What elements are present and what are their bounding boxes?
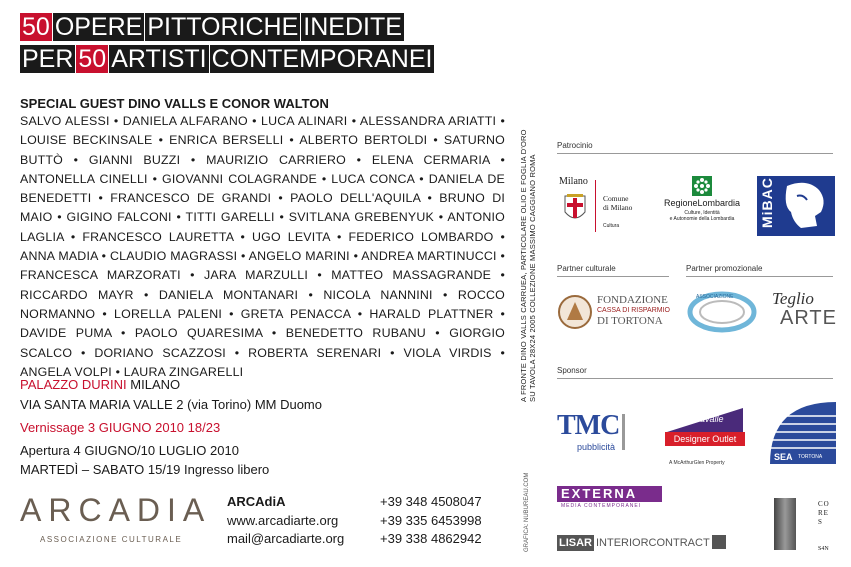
cores-text: CORES <box>818 500 830 526</box>
serravalle-name: Serravalle <box>683 414 724 424</box>
venue-name <box>20 377 180 392</box>
arcadia-name: ARCAdiA <box>227 494 286 509</box>
divider <box>557 276 669 277</box>
headline-word: 50 <box>78 45 107 73</box>
mibac-text: MiBAC <box>759 177 775 228</box>
phone-2: +39 335 6453998 <box>380 513 482 528</box>
comune-milano-logo <box>557 176 647 234</box>
serravalle-logo <box>665 408 745 470</box>
opening-hours: MARTEDÌ – SABATO 15/19 Ingresso libero <box>20 462 270 477</box>
headline-word: PITTORICHE <box>147 13 299 41</box>
tmc-bar <box>622 414 625 450</box>
associazione-text: ASSOCIAZIONE <box>696 294 734 300</box>
fondazione-l1: FONDAZIONE <box>597 294 668 306</box>
section-patrocinio: Patrocinio <box>557 141 593 150</box>
milano-line <box>595 180 596 232</box>
lisar-logo <box>557 533 726 549</box>
fondazione-l3: DI TORTONA <box>597 315 663 327</box>
tmc-sub: pubblicità <box>577 442 616 452</box>
headline-word: OPERE <box>54 13 143 41</box>
divider <box>557 378 833 379</box>
lisar-text: LISAR <box>559 537 592 549</box>
milano-cultura: Cultura <box>603 223 620 229</box>
regione-lombardia-logo <box>657 176 747 234</box>
externa-logo <box>557 486 662 510</box>
lombardia-sub-2: e Autonomie della Lombardia <box>669 216 735 222</box>
associazione-logo <box>686 290 758 334</box>
headline-word: CONTEMPORANEI <box>211 45 433 73</box>
divider <box>686 276 833 277</box>
lisar-sub: INTERIORCONTRACT <box>596 537 710 549</box>
opening-dates: Apertura 4 GIUGNO/10 LUGLIO 2010 <box>20 443 239 458</box>
venue-city: MILANO <box>126 377 181 392</box>
externa-text: EXTERNA <box>557 486 662 502</box>
lombardia-rose-icon <box>692 176 712 196</box>
vernissage: Vernissage 3 GIUGNO 2010 18/23 <box>20 420 221 435</box>
phone-1: +39 348 4508047 <box>380 494 482 509</box>
arcadia-subtitle: ASSOCIAZIONE CULTURALE <box>40 535 183 544</box>
cores-image <box>774 498 796 550</box>
milano-comune: Comune <box>603 194 629 203</box>
venue-palazzo: PALAZZO DURINI <box>20 377 127 392</box>
graphic-credit: GRAFICA: NUBUREAU.COM <box>524 472 530 552</box>
headline-word: INEDITE <box>303 13 402 41</box>
arcadia-logo: ARCADIA <box>20 492 212 528</box>
sea-sub: TORTONA <box>798 454 823 460</box>
teglio-l2: ARTE <box>780 307 837 329</box>
serravalle-property: A McArthurGlen Property <box>669 460 725 466</box>
artists-list: SALVO ALESSI • DANIELA ALFARANO • LUCA ALINARI • ALESSANDRA ARIATTI • LOUISE BECKINSALE • ENRICA BERSELLI • ALBERTO BERTOLDI • SATURNO BUTTÒ • GIANNI BUZZI • MAURIZIO CARRIERO • ELENA CERMARIA • ANTONELLA CINELLI • GIOVANNI COLAGRANDE • LUCA CONCA • DANIELA DE BENEDETTI • FRANCESCO DE GRANDI • PAOLO DELL'AQUILA • BRUNO DI MAIO • GIGINO FALCONI • TITTI GARELLI • SVITLANA GREBENYUK • ANTONIO LAGLIA • FRANCESCO LAURETTA • UGO LEVITA • FEDERICO LOMBARDO • ANNA MADIA • CLAUDIO MAGRASSI • ANGELO MARINI • ANDREA MARTINUCCI • FRANCESCA MARZORATI • JARA MARZULLI • MATTEO MASSAGRANDE • RICCARDO MAYR • DANIELA MONTANARI • NICOLA NANNINI • ROCCO NORMANNO • LORELLA PALENI • GRETA PENACCA • HARALD PLATTNER • DAVIDE PUMA • PAOLO QUARESIMA • BENEDETTO RUBANU • GIORGIO SCALCO • DORIANO SCAZZOSI • ROBERTA SERENARI • VIOLA VIRDIS • ANGELA VOLPI • LAURA ZINGARELLI <box>20 114 505 379</box>
section-partner-promozionale: Partner promozionale <box>686 264 763 273</box>
caption-line-2: SU TAVOLA 28X24 2005 COLLEZIONE MASSIMO CAGGIANO ROMA <box>528 154 537 402</box>
headline-word: ARTISTI <box>111 45 207 73</box>
headline-word: PER <box>22 45 74 73</box>
vertical-caption <box>519 129 537 402</box>
tmc-text: TMC <box>557 410 620 441</box>
sea-text: SEA <box>774 452 793 462</box>
arcadia-website[interactable]: www.arcadiarte.org <box>227 513 339 528</box>
milano-di: di Milano <box>603 203 633 212</box>
cores-sub: S4N <box>818 546 829 552</box>
milano-crest-icon <box>563 194 587 224</box>
caption-line-1: A FRONTE DINO VALLS CARRUEA, PARTICOLARE OLIO E FOGLIA D'ORO <box>519 129 528 402</box>
lombardia-sub-1: Culture, Identità <box>684 210 720 216</box>
section-sponsor: Sponsor <box>557 366 587 375</box>
fondazione-l2: CASSA DI RISPARMIO <box>597 307 670 314</box>
headline-line-2 <box>20 46 435 73</box>
teglio-l1: Teglio <box>772 289 814 308</box>
fondazione-seal-icon <box>557 294 593 330</box>
arcadia-email[interactable]: mail@arcadiarte.org <box>227 531 345 546</box>
serravalle-designer-outlet: Designer Outlet <box>665 432 745 446</box>
headline-word: 50 <box>22 13 50 41</box>
venue-address: VIA SANTA MARIA VALLE 2 (via Torino) MM Duomo <box>20 397 322 412</box>
externa-sub: MEDIA CONTEMPORANEI <box>561 503 642 509</box>
headline-line-1 <box>20 14 405 41</box>
lisar-square <box>712 535 726 549</box>
fondazione-tortona-logo <box>557 292 672 332</box>
special-guest: SPECIAL GUEST DINO VALLS E CONOR WALTON <box>20 96 329 111</box>
section-partner-culturale: Partner culturale <box>557 264 616 273</box>
tmc-logo <box>557 410 637 454</box>
divider <box>557 153 833 154</box>
sea-logo <box>770 402 836 464</box>
phone-3: +39 338 4862942 <box>380 531 482 546</box>
lombardia-name: RegioneLombardia <box>663 198 741 208</box>
mibac-logo <box>757 176 835 236</box>
milano-text: Milano <box>559 176 588 187</box>
